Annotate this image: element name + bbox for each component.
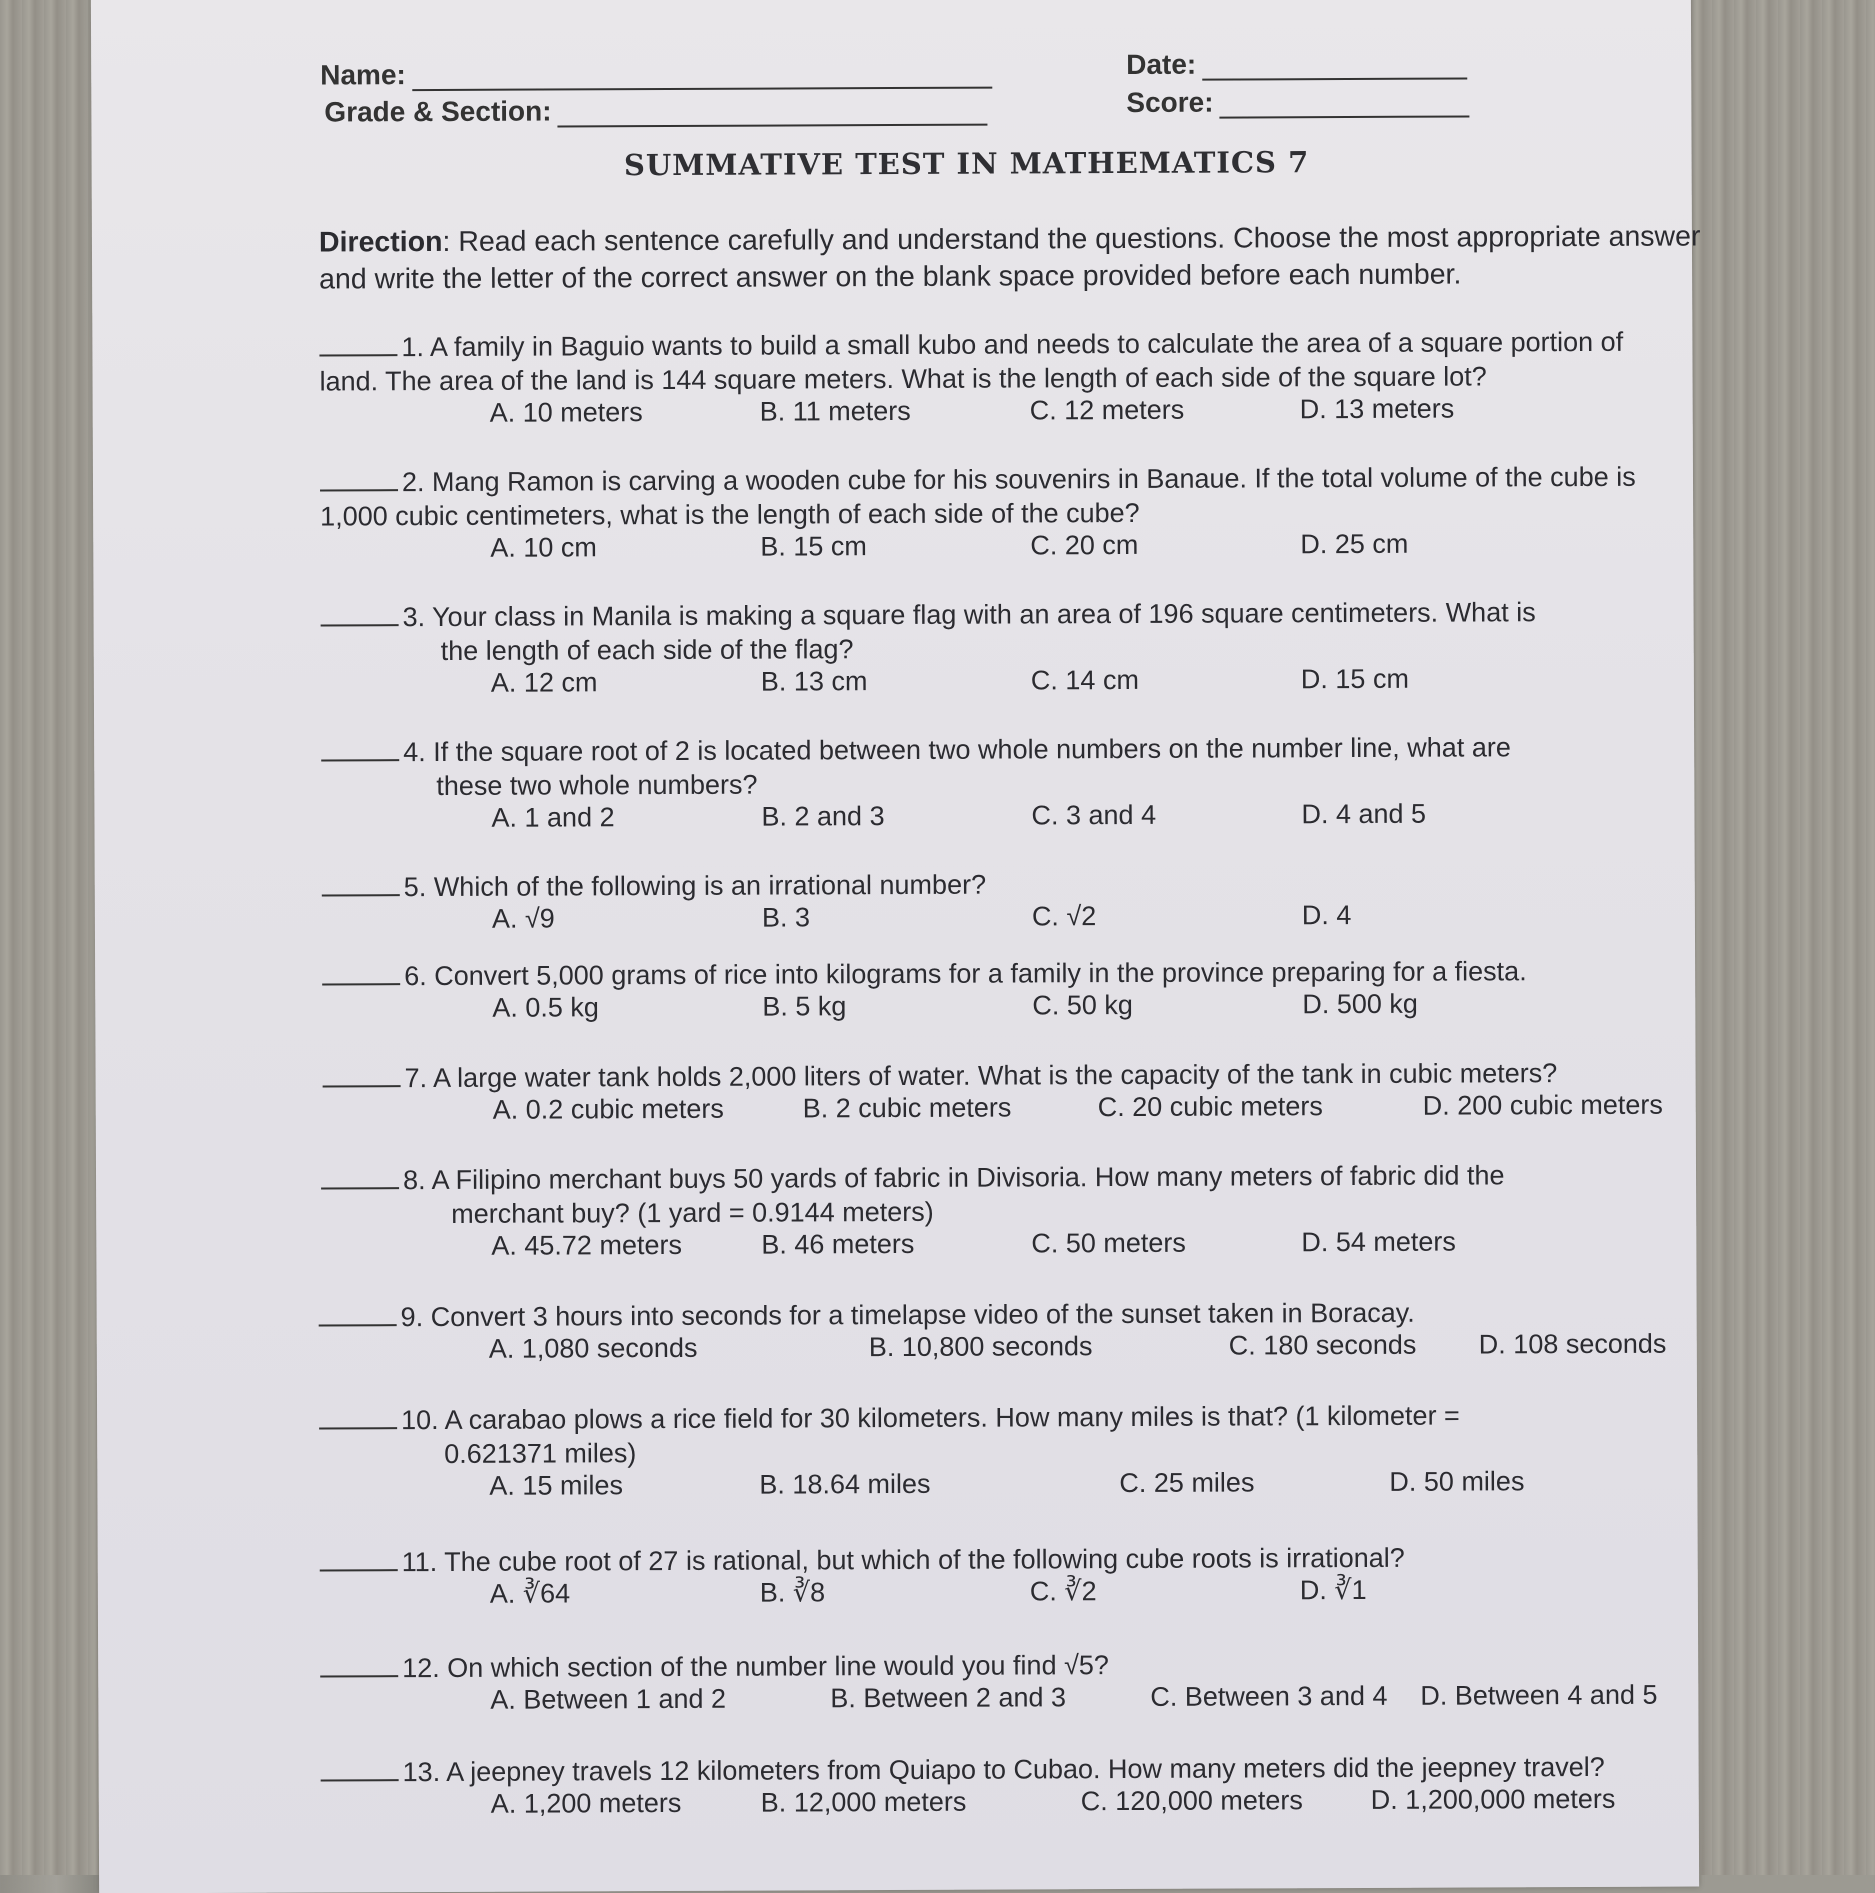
choice-a[interactable]: A. 1,080 seconds xyxy=(488,1332,698,1364)
name-field xyxy=(320,57,992,92)
score-blank[interactable] xyxy=(1220,115,1470,118)
question-10 xyxy=(319,1397,1739,1505)
answer-choices xyxy=(320,1679,1740,1719)
answer-choices xyxy=(321,1225,1741,1265)
test-title: SUMMATIVE TEST IN MATHEMATICS 7 xyxy=(623,145,1310,183)
choice-d[interactable]: D. 200 cubic meters xyxy=(1422,1089,1663,1121)
answer-choices xyxy=(322,987,1742,1027)
answer-blank[interactable] xyxy=(321,624,399,626)
answer-blank[interactable] xyxy=(321,759,399,761)
choice-a[interactable]: A. ∛64 xyxy=(489,1578,571,1609)
answer-choices xyxy=(319,1465,1739,1505)
answer-blank[interactable] xyxy=(321,1187,399,1189)
choice-d[interactable]: D. 500 kg xyxy=(1302,988,1418,1020)
choice-d[interactable]: D. 4 and 5 xyxy=(1301,798,1427,830)
grade-section-field xyxy=(324,94,987,129)
choice-d[interactable]: D. 1,200,000 meters xyxy=(1370,1783,1616,1815)
choice-d[interactable]: D. 15 cm xyxy=(1300,663,1409,695)
answer-choices xyxy=(321,1783,1741,1823)
question-5 xyxy=(322,864,1742,938)
grade-section-label: Grade & Section: xyxy=(324,95,552,128)
answer-choices xyxy=(321,797,1741,837)
choice-c[interactable]: C. 25 miles xyxy=(1119,1467,1255,1499)
choice-c[interactable]: C. 3 and 4 xyxy=(1031,799,1157,831)
choice-b[interactable]: B. 11 meters xyxy=(759,395,911,427)
choice-c[interactable]: C. 180 seconds xyxy=(1228,1329,1417,1361)
direction-label: Direction xyxy=(318,225,443,259)
choice-c[interactable]: C. 20 cm xyxy=(1030,529,1139,561)
answer-choices xyxy=(322,898,1742,938)
question-text-continued: 1,000 cubic centimeters, what is the length of each side of the cube? xyxy=(320,497,1140,532)
question-stem xyxy=(321,594,1741,634)
answer-blank[interactable] xyxy=(319,354,397,356)
choice-b[interactable]: B. 3 xyxy=(761,902,810,933)
question-text: 11. The cube root of 27 is rational, but which of the following cube roots is irrational? xyxy=(401,1542,1405,1578)
choice-b[interactable]: B. 46 meters xyxy=(761,1228,915,1260)
choice-b[interactable]: B. 2 cubic meters xyxy=(802,1092,1012,1124)
choice-d[interactable]: D. 25 cm xyxy=(1300,528,1409,560)
choice-d[interactable]: D. Between 4 and 5 xyxy=(1420,1679,1658,1711)
question-7 xyxy=(323,1055,1743,1129)
choice-b[interactable]: B. 10,800 seconds xyxy=(868,1331,1093,1363)
question-4 xyxy=(321,729,1741,837)
question-13 xyxy=(321,1749,1741,1823)
answer-blank[interactable] xyxy=(322,983,400,985)
answer-blank[interactable] xyxy=(323,1085,401,1087)
choice-b[interactable]: B. 18.64 miles xyxy=(759,1468,931,1500)
question-text: 2. Mang Ramon is carving a wooden cube for his souvenirs in Banaue. If the total volume of the cube is xyxy=(401,461,1636,498)
direction-paragraph xyxy=(319,218,1719,298)
question-2 xyxy=(320,459,1740,567)
name-blank[interactable] xyxy=(412,87,992,92)
answer-blank[interactable] xyxy=(319,1324,397,1326)
choice-c[interactable]: C. 50 kg xyxy=(1032,989,1133,1021)
question-8 xyxy=(321,1157,1741,1265)
choice-a[interactable]: A. 12 cm xyxy=(490,667,598,698)
question-text: 1. A family in Baguio wants to build a small kubo and needs to calculate the area of a square portion of xyxy=(401,326,1624,363)
choice-d[interactable]: D. 108 seconds xyxy=(1478,1328,1667,1360)
question-text: 9. Convert 3 hours into seconds for a timelapse video of the sunset taken in Boracay. xyxy=(400,1297,1415,1333)
choice-a[interactable]: A. Between 1 and 2 xyxy=(490,1683,727,1715)
question-1 xyxy=(319,324,1739,432)
direction-text: : Read each sentence carefully and understand the questions. Choose the most appropriate answer and write the letter of the correct answer on the blank space provided before each number. xyxy=(319,220,1701,296)
choice-d[interactable]: D. 13 meters xyxy=(1299,393,1455,425)
choice-d[interactable]: D. 54 meters xyxy=(1301,1226,1456,1258)
choice-a[interactable]: A. √9 xyxy=(491,903,555,934)
choice-b[interactable]: B. 15 cm xyxy=(760,531,867,562)
choice-b[interactable]: B. 13 cm xyxy=(760,666,868,697)
choice-c[interactable]: C. 120,000 meters xyxy=(1080,1785,1303,1817)
choice-b[interactable]: B. ∛8 xyxy=(759,1577,826,1608)
question-6 xyxy=(322,953,1742,1027)
question-text-continued: land. The area of the land is 144 square meters. What is the length of each side of the square lot? xyxy=(319,361,1487,397)
answer-blank[interactable] xyxy=(321,1779,399,1781)
score-label: Score: xyxy=(1126,86,1214,118)
answer-blank[interactable] xyxy=(319,1427,397,1429)
answer-blank[interactable] xyxy=(320,1569,398,1571)
score-field xyxy=(1126,85,1469,118)
question-stem xyxy=(319,324,1739,364)
choice-a[interactable]: A. 1,200 meters xyxy=(490,1787,682,1819)
question-text-continued: merchant buy? (1 yard = 0.9144 meters) xyxy=(451,1196,934,1229)
question-text: 12. On which section of the number line would you find √5? xyxy=(402,1650,1109,1684)
answer-choices xyxy=(323,1089,1743,1129)
choice-a[interactable]: A. 10 cm xyxy=(490,532,597,563)
question-text: 5. Which of the following is an irrational number? xyxy=(403,869,987,903)
date-field xyxy=(1126,47,1467,80)
choice-c[interactable]: C. 20 cubic meters xyxy=(1097,1091,1323,1123)
choice-a[interactable]: A. 15 miles xyxy=(489,1470,624,1501)
question-text-continued: 0.621371 miles) xyxy=(444,1438,637,1469)
choice-a[interactable]: A. 45.72 meters xyxy=(491,1229,683,1261)
choice-a[interactable]: A. 0.2 cubic meters xyxy=(492,1093,724,1125)
answer-choices xyxy=(320,392,1740,432)
question-text: 10. A carabao plows a rice field for 30 kilometers. How many miles is that? (1 kilometer = xyxy=(401,1400,1460,1436)
question-stem xyxy=(320,459,1740,499)
date-label: Date: xyxy=(1126,48,1197,80)
answer-choices xyxy=(321,662,1741,702)
question-text: 8. A Filipino merchant buys 50 yards of fabric in Divisoria. How many meters of fabric did the xyxy=(402,1160,1505,1196)
choice-b[interactable]: B. 2 and 3 xyxy=(761,801,885,832)
choice-d[interactable]: D. 50 miles xyxy=(1389,1466,1525,1497)
choice-b[interactable]: B. 5 kg xyxy=(762,991,847,1022)
date-blank[interactable] xyxy=(1202,77,1467,80)
grade-section-blank[interactable] xyxy=(558,124,988,128)
answer-blank[interactable] xyxy=(320,1675,398,1677)
choice-d[interactable]: D. ∛1 xyxy=(1299,1574,1367,1606)
choice-c[interactable]: C. ∛2 xyxy=(1029,1576,1097,1607)
choice-a[interactable]: A. 1 and 2 xyxy=(491,802,615,833)
test-paper xyxy=(91,0,1699,1893)
choice-c[interactable]: C. 14 cm xyxy=(1030,664,1139,696)
answer-choices xyxy=(320,527,1740,567)
question-9 xyxy=(319,1294,1739,1368)
question-3 xyxy=(321,594,1741,702)
answer-blank[interactable] xyxy=(320,489,398,491)
answer-blank[interactable] xyxy=(322,894,400,896)
question-text: 13. A jeepney travels 12 kilometers from Quiapo to Cubao. How many meters did the jeepney travel? xyxy=(402,1751,1605,1788)
choice-d[interactable]: D. 4 xyxy=(1301,900,1352,931)
choice-a[interactable]: A. 0.5 kg xyxy=(492,992,599,1023)
question-text-continued: these two whole numbers? xyxy=(436,769,758,801)
choice-a[interactable]: A. 10 meters xyxy=(489,397,643,428)
question-text-continued: the length of each side of the flag? xyxy=(440,634,854,666)
choice-c[interactable]: C. √2 xyxy=(1031,901,1097,932)
name-label: Name: xyxy=(320,59,406,91)
question-text: 7. A large water tank holds 2,000 liters of water. What is the capacity of the tank in cubic meters? xyxy=(404,1058,1558,1094)
answer-choices xyxy=(319,1328,1739,1368)
choice-c[interactable]: C. 12 meters xyxy=(1029,394,1185,426)
choice-c[interactable]: C. 50 meters xyxy=(1031,1227,1186,1259)
question-12 xyxy=(320,1645,1740,1719)
question-text: 3. Your class in Manila is making a square flag with an area of 196 square centimeters. What is xyxy=(402,597,1536,633)
question-11 xyxy=(320,1539,1740,1613)
choice-b[interactable]: B. 12,000 meters xyxy=(760,1786,967,1818)
choice-b[interactable]: B. Between 2 and 3 xyxy=(830,1682,1067,1714)
choice-c[interactable]: C. Between 3 and 4 xyxy=(1150,1680,1388,1712)
question-text: 6. Convert 5,000 grams of rice into kilograms for a family in the province preparing for a fiesta. xyxy=(404,956,1527,992)
question-text: 4. If the square root of 2 is located between two whole numbers on the number line, what are xyxy=(403,732,1511,768)
answer-choices xyxy=(320,1573,1740,1613)
